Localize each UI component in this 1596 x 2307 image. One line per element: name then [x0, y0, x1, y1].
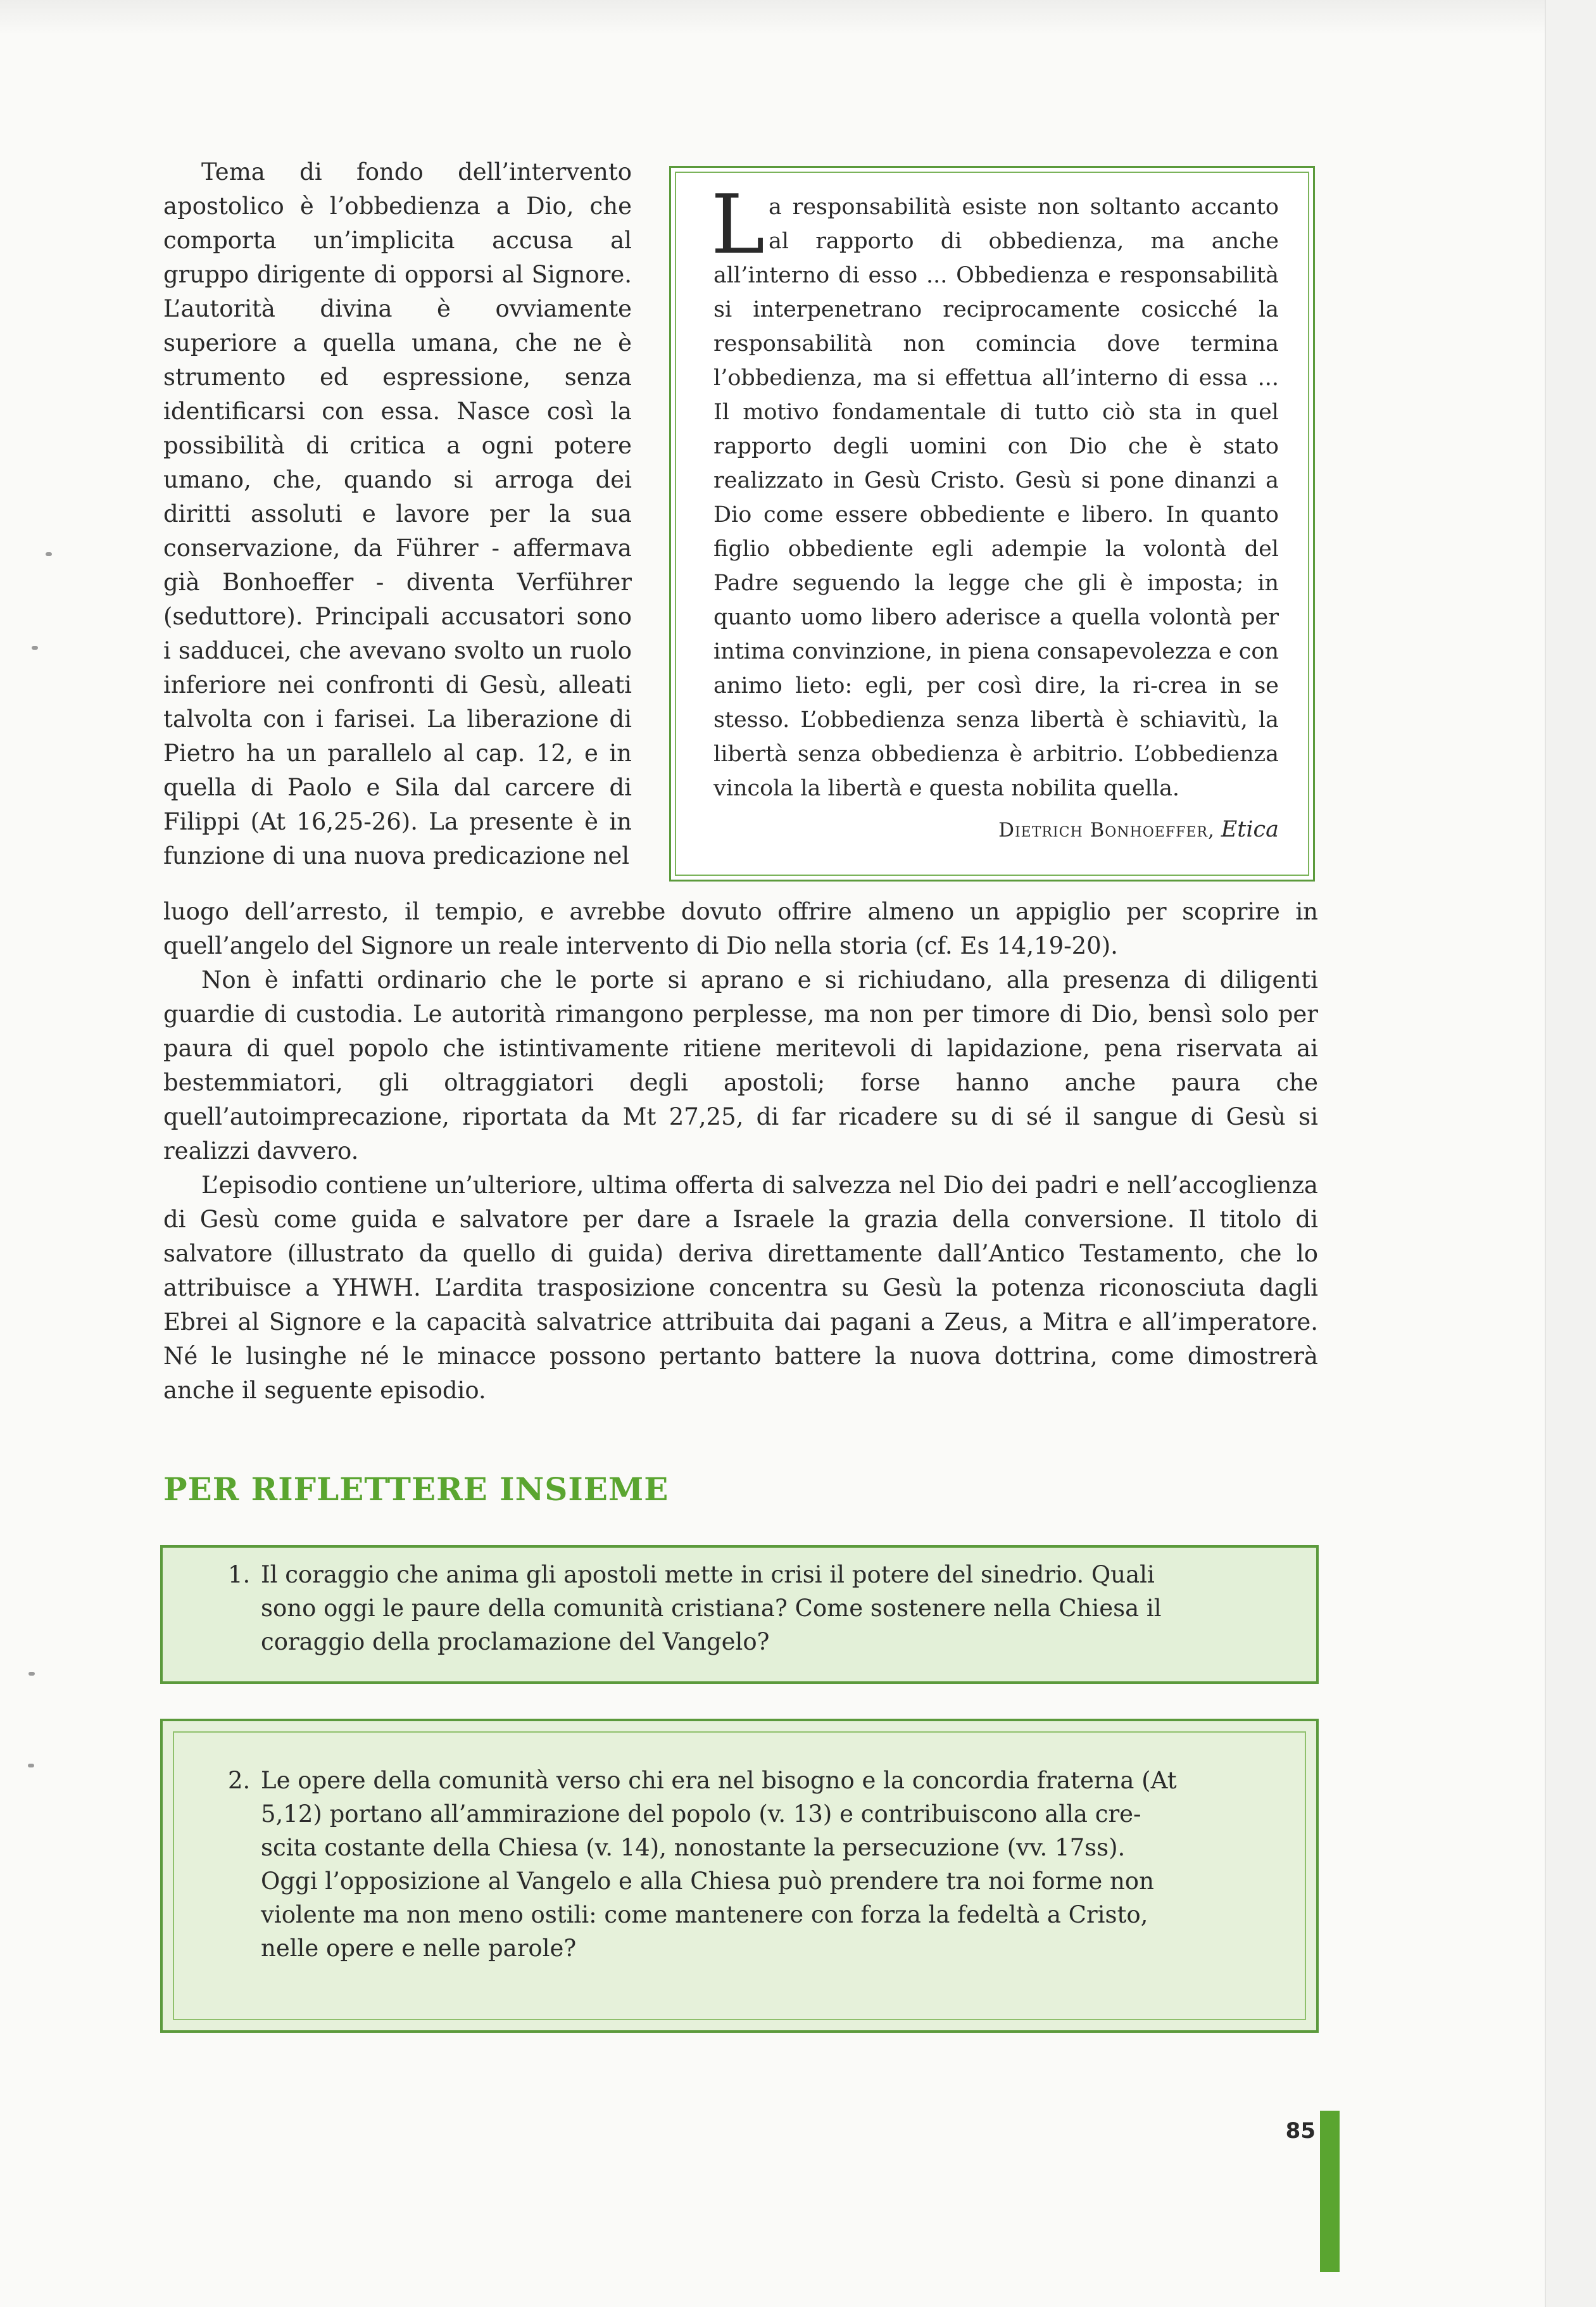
question-line: Le opere della comunità verso chi era nel bisogno e la concordia fraterna (At — [261, 1767, 1177, 1794]
quote-work: Etica — [1221, 817, 1279, 842]
question-line: Oggi l’opposizione al Vangelo e alla Chiesa può prendere tra noi forme non — [261, 1868, 1154, 1895]
question-1 — [228, 1558, 1272, 1665]
drop-cap: L — [711, 178, 765, 272]
paragraph-3: L’episodio contiene un’ulteriore, ultima offerta di salvezza nel Dio dei padri e nell’accoglienza di Gesù come guida e salvatore per dare a Israele la grazia della conversione. Il titolo di salvatore (illustrato da quello di guida) deriva direttamente dall’Antico Testamento, che lo attribuisce a YHWH. L’ardita trasposizione concentra su Gesù la potenza riconosciuta dagli Ebrei al Signore e la capacità salvatrice attribuita dai pagani a Zeus, a Mitra e all’imperatore. Né le lusinghe né le minacce possono pertanto battere la nuova dottrina, come dimostrerà anche il seguente episodio. — [163, 1172, 1318, 1404]
question-number: 2. — [228, 1767, 251, 1794]
question-2 — [228, 1764, 1272, 2004]
paragraph-2: Non è infatti ordinario che le porte si aprano e si richiudano, alla presenza di diligenti guardie di custodia. Le autorità rimangono perplesse, ma non per timore di Dio, bensì solo per paura di quel popolo che istintivamente ritiene meritevoli di lapidazione, pena riservata ai bestemmiatori, gli oltraggiatori degli apostoli; forse hanno anche paura che quell’autoimprecazione, riportata da Mt 27,25, di far ricadere su di sé il sangue di Gesù si realizzi davvero. — [163, 966, 1318, 1165]
intro-paragraph: Tema di fondo dell’intervento apostolico è l’obbedienza a Dio, che comporta un’implicita accusa al gruppo dirigente di opporsi al Signore. L’autorità divina è ovviamente superiore a quella umana, che ne è strumento ed espressione, senza identificarsi con essa. Nasce così la possibilità di critica a ogni potere umano, che, quando si arroga dei diritti assoluti e lavore per la sua conservazione, da Führer - affermava già Bonhoeffer - diventa Verführer (seduttore). Principali accusatori sono i sadducei, che avevano svolto un ruolo inferiore nei confronti di Gesù, alleati talvolta con i farisei. La liberazione di Pietro ha un parallelo al cap. 12, e in quella di Paolo e Sila dal carcere di Filippi (At 16,25-26). La presente è in funzione di una nuova predicazione nel — [163, 158, 632, 869]
question-number: 1. — [228, 1561, 251, 1588]
scan-speck — [28, 1764, 34, 1767]
question-line: 5,12) portano all’ammirazione del popolo (v. 13) e contribuiscono alla cre- — [261, 1800, 1141, 1828]
continuation-paragraph: luogo dell’arresto, il tempio, e avrebbe dovuto offrire almeno un appiglio per scoprire in quell’angelo del Signore un reale intervento di Dio nella storia (cf. Es 14,19-20). — [163, 898, 1318, 959]
question-line: scita costante della Chiesa (v. 14), nonostante la persecuzione (vv. 17ss). — [261, 1834, 1126, 1861]
left-column — [163, 155, 632, 873]
scan-top-shadow — [0, 0, 1596, 35]
scan-speck — [28, 1672, 35, 1676]
scan-speck — [46, 552, 52, 556]
question-line: Il coraggio che anima gli apostoli mette in crisi il potere del sinedrio. Quali — [261, 1561, 1155, 1588]
quote-attribution — [713, 812, 1279, 847]
scan-speck — [32, 646, 38, 650]
main-text — [163, 895, 1318, 1408]
question-line: nelle opere e nelle parole? — [261, 1935, 577, 1962]
quote-body: a responsabilità esiste non soltanto accanto al rapporto di obbedienza, ma anche all’interno di esso ... Obbedienza e responsabilità si interpenetrano reciprocamente cosicché la responsabilità non comincia dove termina l’obbedienza, ma si effettua all’interno di essa ... Il motivo fondamentale di tutto ciò sta in quel rapporto degli uomini con Dio che è stato realizzato in Gesù Cristo. Gesù si pone dinanzi a Dio come essere obbediente e libero. In quanto figlio obbediente egli adempie la volontà del Padre seguendo la legge che gli è imposta; in quanto uomo libero aderisce a quella volontà per intima convinzione, in piena consapevolezza e con animo lieto: egli, per così dire, la ri-crea in se stesso. L’obbedienza senza libertà è schiavitù, la libertà senza obbedienza è arbitrio. L’obbedienza vincola la libertà e questa nobilita quella. — [713, 194, 1279, 801]
question-line: sono oggi le paure della comunità cristiana? Come sostenere nella Chiesa il — [261, 1595, 1162, 1622]
quote-author: Dietrich Bonhoeffer, — [998, 819, 1215, 842]
section-heading: PER RIFLETTERE INSIEME — [163, 1470, 669, 1508]
question-line: violente ma non meno ostili: come mantenere con forza la fedeltà a Cristo, — [261, 1901, 1148, 1928]
page-number: 85 — [1285, 2118, 1316, 2144]
quote-text — [711, 178, 1279, 806]
page-number-bar — [1320, 2111, 1340, 2272]
question-line: coraggio della proclamazione del Vangelo? — [261, 1628, 770, 1655]
scan-right-edge — [1545, 0, 1596, 2307]
